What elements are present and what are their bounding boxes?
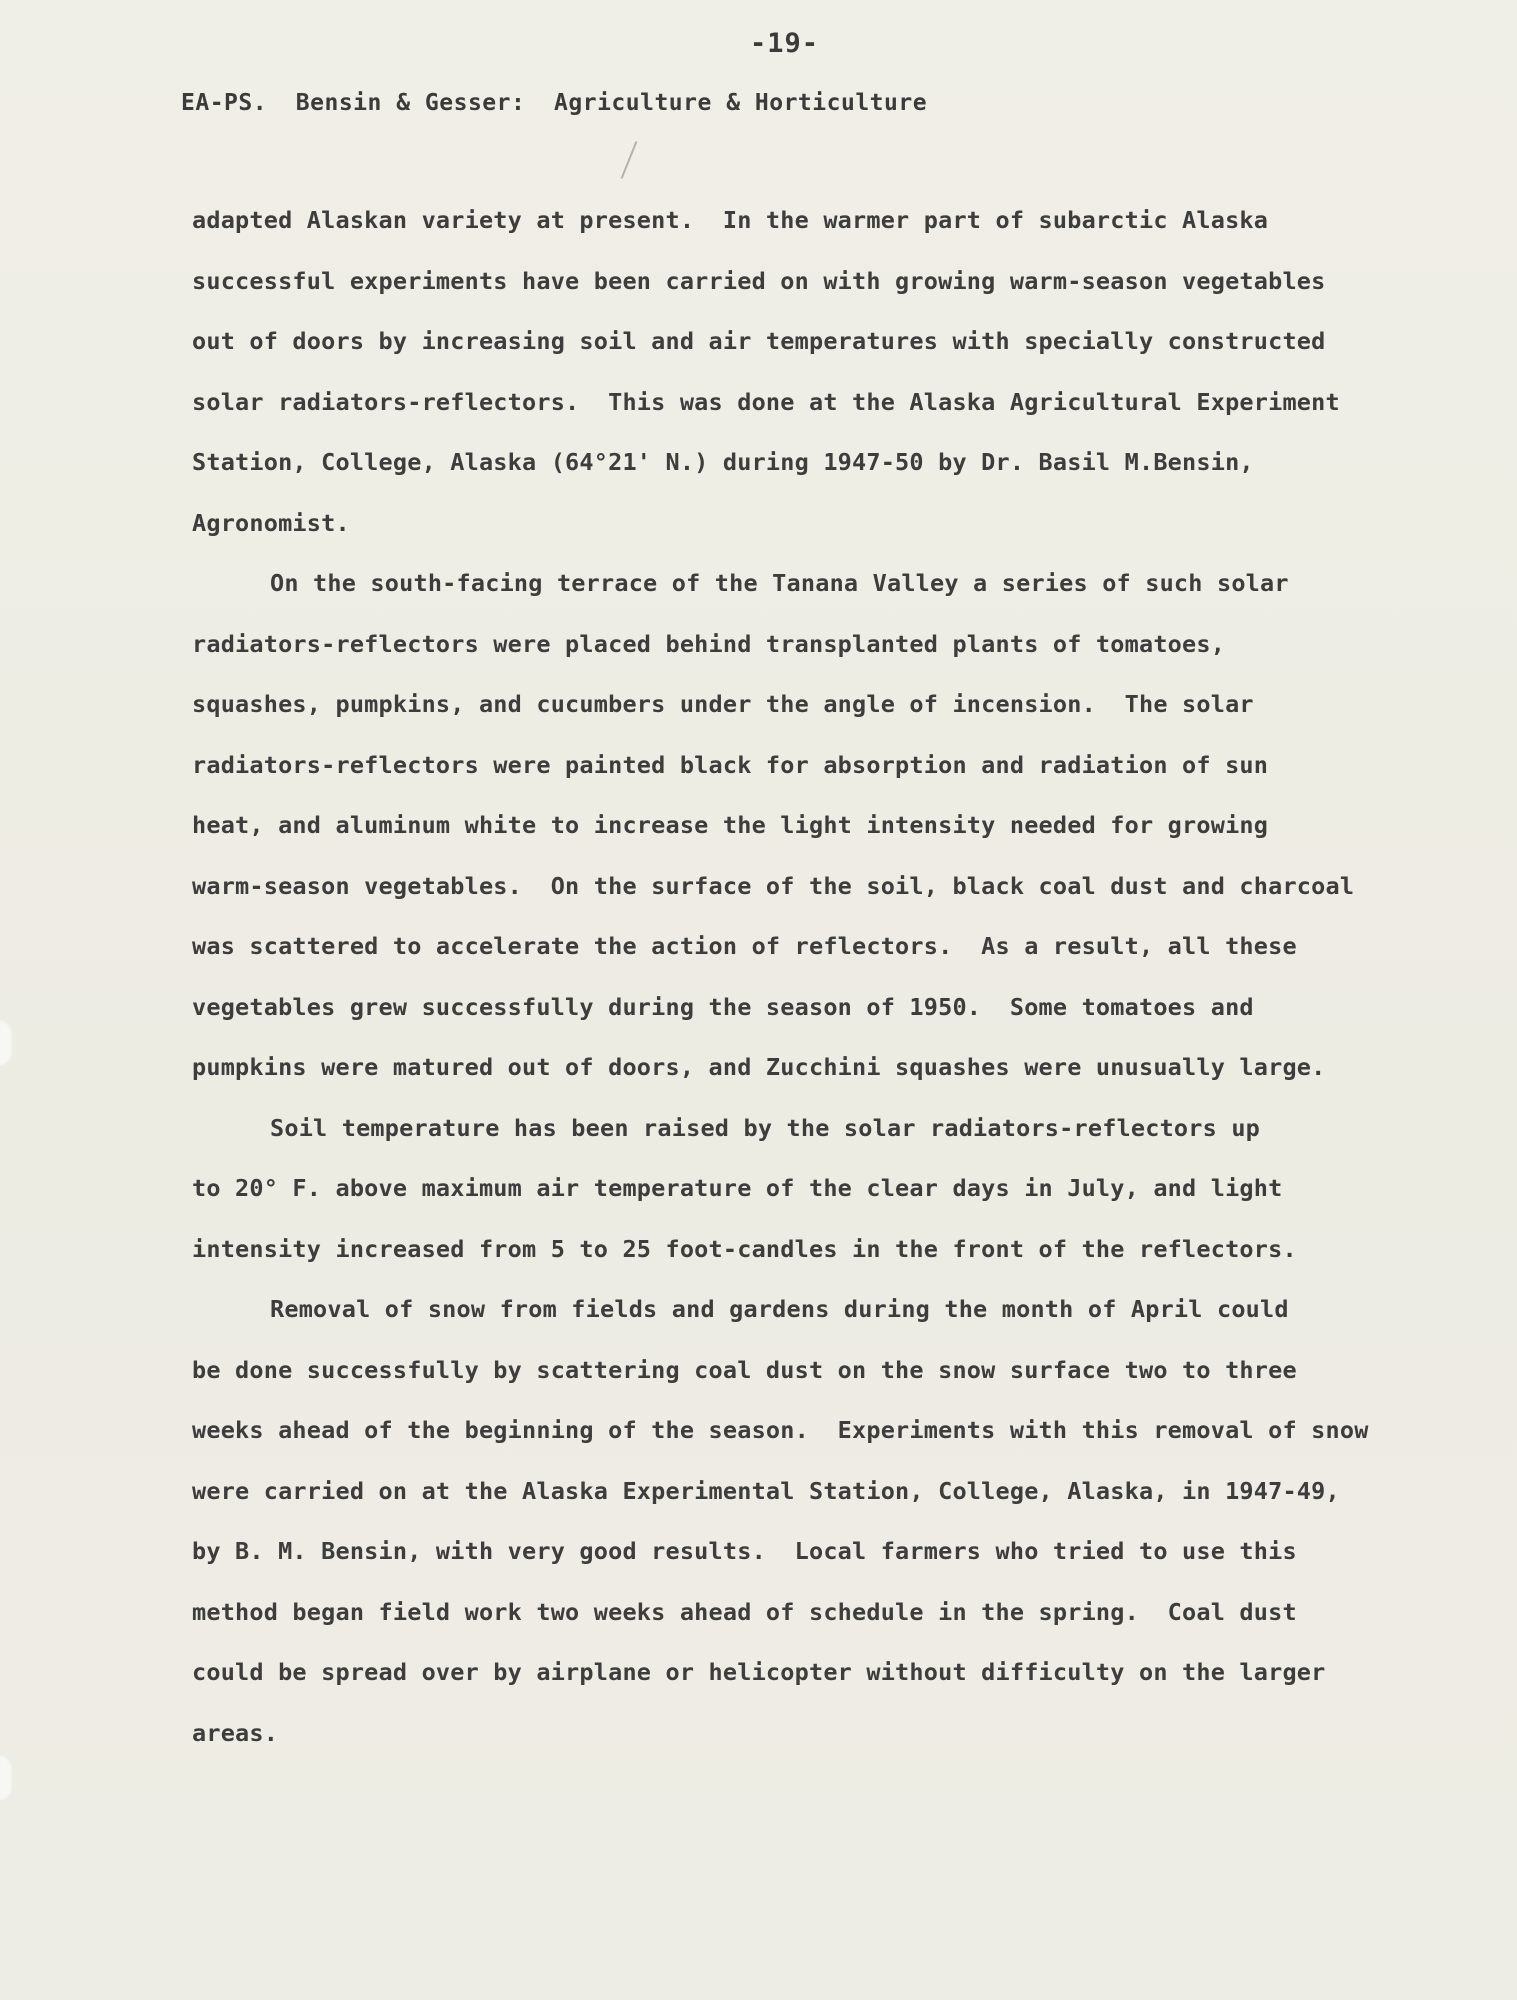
text-line: could be spread over by airplane or helicopter without difficulty on the larger xyxy=(192,1658,1326,1686)
running-head: EA-PS. Bensin & Gesser: Agriculture & Horticulture xyxy=(181,90,928,116)
paragraph xyxy=(192,1294,1452,1778)
text-line: Station, College, Alaska (64°21' N.) during 1947-50 by Dr. Basil M.Bensin, xyxy=(192,448,1254,476)
text-line: vegetables grew successfully during the season of 1950. Some tomatoes and xyxy=(192,992,1254,1021)
punch-hole-mark xyxy=(0,1755,14,1801)
text-line: radiators-reflectors were placed behind transplanted plants of tomatoes, xyxy=(192,629,1226,658)
paragraph xyxy=(192,205,1452,568)
text-line: out of doors by increasing soil and air temperatures with specially constructed xyxy=(192,327,1326,355)
text-line: squashes, pumpkins, and cucumbers under the angle of incension. The solar xyxy=(192,690,1254,718)
text-line: was scattered to accelerate the action of reflectors. As a result, all these xyxy=(192,932,1297,960)
punch-hole-mark xyxy=(0,1020,14,1066)
body-text xyxy=(192,205,1452,1778)
text-line: Removal of snow from fields and gardens during the month of April could xyxy=(270,1295,1289,1323)
text-line: by B. M. Bensin, with very good results. Local farmers who tried to use this xyxy=(192,1537,1297,1565)
text-line: warm-season vegetables. On the surface of the soil, black coal dust and charcoal xyxy=(192,871,1355,900)
text-line: areas. xyxy=(192,1718,279,1747)
text-line: solar radiators-reflectors. This was done at the Alaska Agricultural Experiment xyxy=(192,387,1340,416)
paragraph xyxy=(192,568,1452,1113)
paragraph xyxy=(192,1113,1452,1295)
text-line: Soil temperature has been raised by the solar radiators-reflectors up xyxy=(270,1113,1261,1142)
text-line: be done successfully by scattering coal dust on the snow surface two to three xyxy=(192,1355,1297,1384)
text-line: Agronomist. xyxy=(192,508,350,537)
text-line: pumpkins were matured out of doors, and Zucchini squashes were unusually large. xyxy=(192,1053,1326,1081)
text-line: heat, and aluminum white to increase the light intensity needed for growing xyxy=(192,811,1269,839)
text-line: to 20° F. above maximum air temperature of the clear days in July, and light xyxy=(192,1174,1283,1202)
pencil-stroke-mark xyxy=(621,141,638,179)
text-line: were carried on at the Alaska Experimental Station, College, Alaska, in 1947-49, xyxy=(192,1476,1340,1505)
text-line: adapted Alaskan variety at present. In the warmer part of subarctic Alaska xyxy=(192,206,1269,234)
text-line: weeks ahead of the beginning of the season. Experiments with this removal of snow xyxy=(192,1416,1369,1444)
page-number: -19- xyxy=(750,28,820,59)
text-line: intensity increased from 5 to 25 foot-candles in the front of the reflectors. xyxy=(192,1234,1297,1263)
text-line: method began field work two weeks ahead of schedule in the spring. Coal dust xyxy=(192,1597,1297,1626)
text-line: radiators-reflectors were painted black for absorption and radiation of sun xyxy=(192,750,1269,779)
text-line: On the south-facing terrace of the Tanana Valley a series of such solar xyxy=(270,569,1289,597)
text-line: successful experiments have been carried on with growing warm-season vegetables xyxy=(192,266,1326,295)
